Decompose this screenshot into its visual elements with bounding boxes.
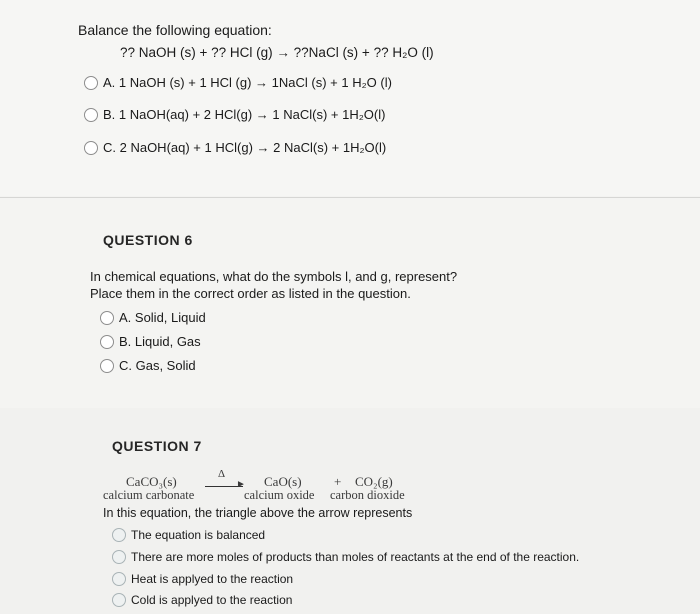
- q7-option-3-label: Heat is applyed to the reaction: [131, 572, 294, 586]
- q6-option-c-label: C. Gas, Solid: [119, 358, 196, 373]
- q5-option-b[interactable]: [84, 107, 385, 122]
- question-6-block: [0, 197, 700, 409]
- radio-button-icon[interactable]: [100, 311, 114, 325]
- plus-sign: +: [334, 474, 342, 489]
- q7-option-2[interactable]: [112, 550, 579, 564]
- radio-button-icon[interactable]: [112, 528, 126, 542]
- q6-option-a[interactable]: [100, 310, 206, 325]
- q6-option-b-label: B. Liquid, Gas: [119, 334, 201, 349]
- product-2-name: carbon dioxide: [330, 488, 405, 502]
- q6-option-c[interactable]: [100, 358, 196, 373]
- q5-option-c-label: C. 2 NaOH(aq) + 1 HCl(g) → 2 NaCl(s) + 1H₂O(l): [103, 140, 387, 155]
- product-2-formula: CO₂(g): [355, 474, 393, 489]
- radio-button-icon[interactable]: [84, 141, 98, 155]
- question-5-equation: ?? NaOH (s) + ?? HCl (g) → ??NaCl (s) + ?? H₂O (l): [120, 45, 434, 60]
- q7-option-4[interactable]: [112, 593, 292, 607]
- question-5-block: [0, 0, 700, 196]
- product-1-name: calcium oxide: [244, 488, 315, 502]
- radio-button-icon[interactable]: [84, 108, 98, 122]
- arrow-head-icon: ►: [236, 479, 246, 490]
- q7-option-1[interactable]: [112, 528, 265, 542]
- question-7-title: QUESTION 7: [112, 438, 202, 454]
- q7-option-2-label: There are more moles of products than moles of reactants at the end of the reaction.: [131, 550, 580, 564]
- reactant-name: calcium carbonate: [103, 488, 195, 502]
- radio-button-icon[interactable]: [100, 359, 114, 373]
- q5-option-c[interactable]: [84, 140, 386, 155]
- product-1-formula: CaO(s): [264, 474, 302, 489]
- q6-option-b[interactable]: [100, 334, 201, 349]
- radio-button-icon[interactable]: [112, 593, 126, 607]
- q6-option-a-label: A. Solid, Liquid: [119, 310, 206, 325]
- q5-option-a-label: A. 1 NaOH (s) + 1 HCl (g) → 1NaCl (s) + 1 H₂O (l): [103, 75, 392, 90]
- question-7-prompt: In this equation, the triangle above the arrow represents: [103, 506, 413, 520]
- q7-option-4-label: Cold is applyed to the reaction: [131, 593, 293, 607]
- question-6-title: QUESTION 6: [103, 232, 193, 248]
- reactant-formula: CaCO₃(s): [126, 474, 177, 489]
- radio-button-icon[interactable]: [84, 76, 98, 90]
- question-6-prompt-line-1: In chemical equations, what do the symbols l, and g, represent?: [90, 269, 458, 284]
- delta-symbol: Δ: [218, 468, 226, 480]
- question-7-block: [0, 408, 700, 614]
- radio-button-icon[interactable]: [100, 335, 114, 349]
- radio-button-icon[interactable]: [112, 550, 126, 564]
- q5-option-b-label: B. 1 NaOH(aq) + 2 HCl(g) → 1 NaCl(s) + 1H₂O(l): [103, 107, 386, 122]
- question-5-prompt: Balance the following equation:: [78, 22, 272, 38]
- q5-option-a[interactable]: [84, 75, 392, 90]
- q7-option-3[interactable]: [112, 572, 293, 586]
- radio-button-icon[interactable]: [112, 572, 126, 586]
- question-6-prompt-line-2: Place them in the correct order as listed in the question.: [90, 286, 411, 301]
- q7-option-1-label: The equation is balanced: [131, 528, 266, 542]
